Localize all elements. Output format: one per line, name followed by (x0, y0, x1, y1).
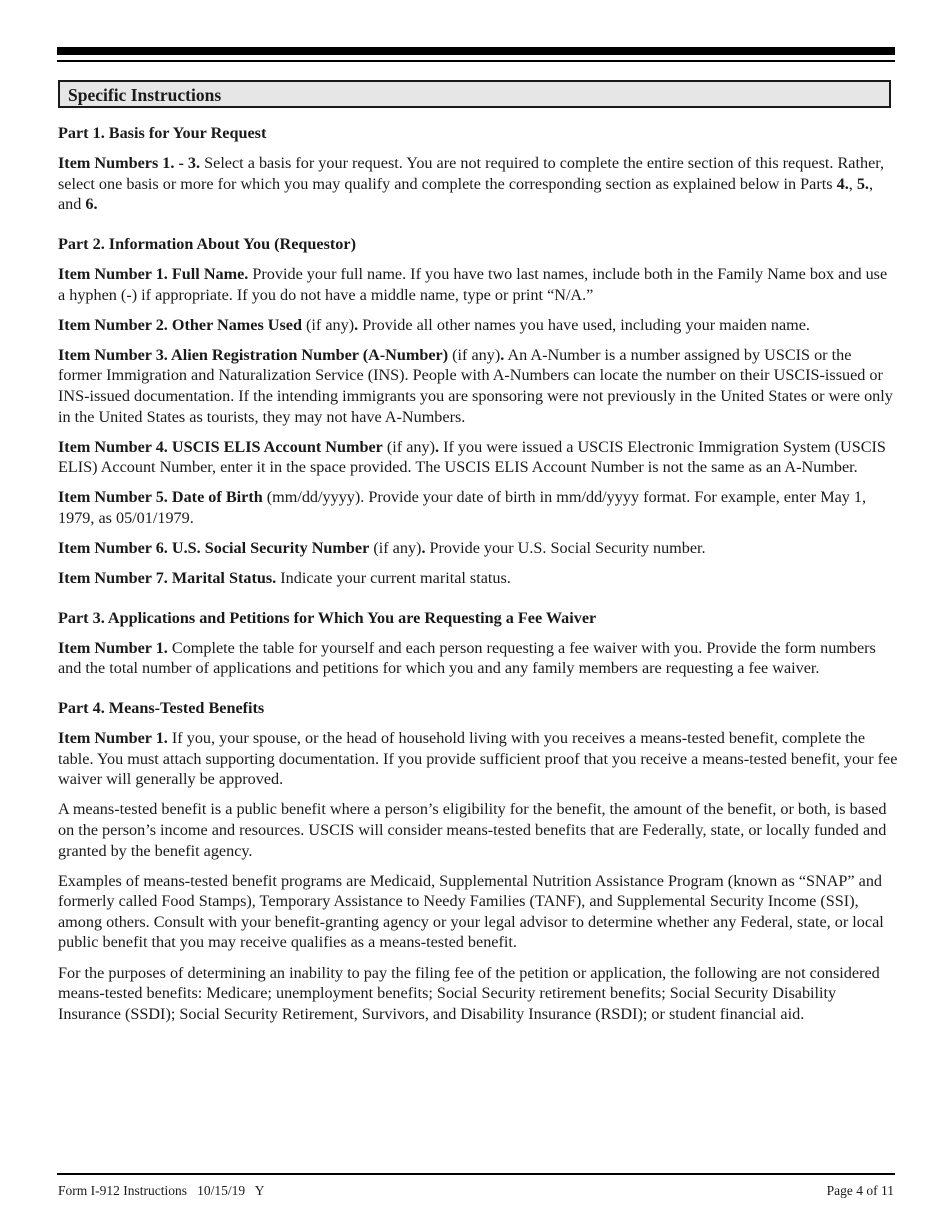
part2-item2 (58, 315, 898, 336)
part4-para3: For the purposes of determining an inability to pay the filing fee of the petition or application, the following are not considered means-tested benefits: Medicare; unemployment benefits; Social Security retirement benefits; Social Security Disability Insurance (SSDI); Social Security Retirement, Survivors, and Disability Insurance (RSDI); or student financial aid. (58, 963, 880, 1023)
part2-item7-label: Item Number 7. Marital Status. (58, 569, 277, 588)
part2-heading: Part 2. Information About You (Requestor) (58, 234, 356, 253)
document-body (58, 123, 898, 1034)
part1-sep2: , and (58, 174, 874, 214)
part2-item1-text: Provide your full name. If you have two last names, include both in the Family Name box and use a hyphen (-) if appropriate. If you do not have a middle name, type or print “N/A.” (58, 264, 888, 304)
part1-item13-text: Select a basis for your request. You are not required to complete the entire section of this request. Rather, select one basis or more for which you may qualify and complete the corresponding section as explained below in Parts (58, 154, 885, 193)
part3-heading: Part 3. Applications and Petitions for Which You are Requesting a Fee Waiver (58, 608, 597, 627)
part2-item6-qual: (if any) (369, 539, 422, 557)
part1-ref-5: 5. (856, 174, 869, 193)
part2-item2-label: Item Number 2. Other Names Used (58, 315, 302, 334)
part2-item5 (58, 487, 898, 528)
part2-item3-qual: (if any) (448, 345, 501, 364)
header-thin-rule (57, 60, 895, 62)
part2-item6-label: Item Number 6. U.S. Social Security Number (58, 539, 370, 557)
part2-item5-text: Provide your date of birth in mm/dd/yyyy format. For example, enter May 1, 1979, as 05/01/1979. (58, 488, 867, 527)
part1-ref-6: 6. (85, 195, 98, 214)
part2-item6-text: Provide your U.S. Social Security number. (425, 539, 706, 557)
part2-item2-text: Provide all other names you have used, including your maiden name. (358, 315, 810, 334)
part2-item3-text: An A-Number is a number assigned by USCIS or the former Immigration and Naturalization Service (INS). People with A-Numbers can locate the number on their USCIS-issued or INS-issued documentation. If the intending immigrants you are sponsoring were not previously in the United States or were only in the United States as tourists, they may not have A-Numbers. (58, 345, 893, 426)
part4-heading: Part 4. Means-Tested Benefits (58, 698, 265, 717)
part3-item1-label: Item Number 1. (58, 638, 168, 657)
part2-item2-qual: (if any) (301, 315, 355, 334)
part1-sep1: , (848, 174, 857, 193)
part1-item13-label: Item Numbers 1. - 3. (58, 154, 201, 173)
part2-item4-text: If you were issued a USCIS Electronic Immigration System (USCIS ELIS) Account Number, enter it in the space provided. The USCIS ELIS Account Number is not the same as an A-Number. (58, 437, 886, 477)
part3-item1-text: Complete the table for yourself and each person requesting a fee waiver with you. Provide the form numbers and the total number of applications and petitions for which you and any family members are requesting a fee waiver. (58, 638, 876, 678)
footer-rule (57, 1173, 895, 1175)
part2-item1 (58, 264, 898, 305)
part2-item3 (58, 345, 898, 427)
part2-item3-label: Item Number 3. Alien Registration Number (A-Number) (58, 345, 449, 364)
part1-item13 (58, 153, 898, 215)
part2-item6 (58, 538, 898, 559)
footer-page-number: Page 4 of 11 (826, 1183, 894, 1198)
footer-form-id: Form I-912 Instructions 10/15/19 Y (58, 1183, 265, 1198)
part1-heading: Part 1. Basis for Your Request (58, 124, 267, 142)
part2-item4-label: Item Number 4. USCIS ELIS Account Number (58, 437, 383, 456)
part2-item4 (58, 437, 898, 478)
part4-para1: A means-tested benefit is a public benefit where a person’s eligibility for the benefit, the amount of the benefit, or both, is based on the person’s income and resources. USCIS will consider means-tested benefits that are Federally, state, or locally funded and granted by the benefit agency. (58, 800, 887, 860)
part2-item5-qual: (mm/dd/yyyy). (262, 488, 365, 507)
part4-item1-label: Item Number 1. (58, 729, 168, 748)
part4-para2: Examples of means-tested benefit programs are Medicaid, Supplemental Nutrition Assistance Program (known as “SNAP” and formerly called Food Stamps), Temporary Assistance to Needy Families (TANF), and Supplemental Security Income (SSI), among others. Consult with your benefit-granting agency or your legal advisor to determine whether any Federal, state, or local public benefit that you may receive qualifies as a means-tested benefit. (58, 871, 884, 952)
part2-item4-dot: . (434, 437, 440, 456)
part2-item6-dot: . (421, 539, 426, 557)
part2-item7-text: Indicate your current marital status. (276, 569, 511, 588)
section-title: Specific Instructions (58, 80, 891, 108)
part2-item5-label: Item Number 5. Date of Birth (58, 488, 263, 507)
part3-item1 (58, 638, 898, 679)
header-thick-rule (57, 47, 895, 55)
part2-item3-dot: . (500, 345, 505, 364)
part2-item1-label: Item Number 1. Full Name. (58, 264, 249, 283)
part2-item4-qual: (if any) (382, 437, 435, 456)
part2-item2-dot: . (354, 315, 359, 334)
part4-item1 (58, 728, 898, 790)
part2-item7 (58, 568, 898, 589)
part1-ref-4: 4. (836, 174, 849, 193)
part4-item1-text: If you, your spouse, or the head of household living with you receives a means-tested benefit, complete the table. You must attach supporting documentation. If you provide sufficient proof that you receive a means-tested benefit, your fee waiver will generally be approved. (58, 729, 898, 789)
